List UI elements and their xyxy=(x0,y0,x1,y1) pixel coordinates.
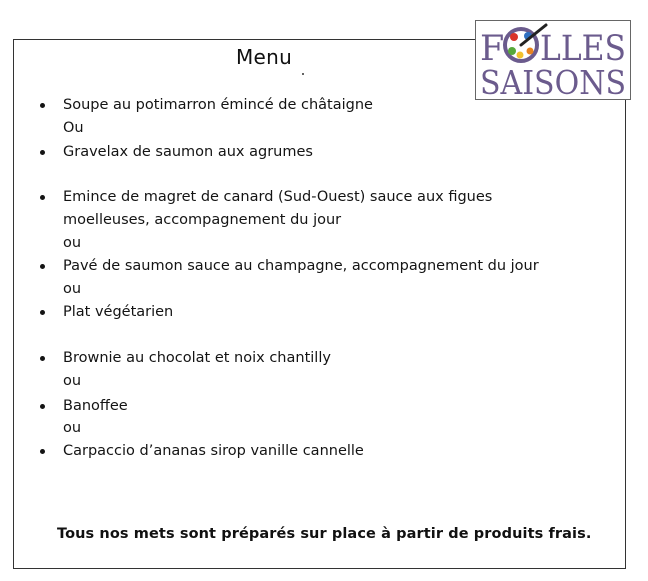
main-separator-1: ou xyxy=(63,235,82,251)
main-item-3: Plat végétarien xyxy=(63,304,174,320)
starter-item-2: Gravelax de saumon aux agrumes xyxy=(63,144,313,160)
bullet xyxy=(40,150,45,155)
menu-title: Menu xyxy=(236,45,293,69)
logo-text-lles: LLES xyxy=(540,29,626,69)
bullet xyxy=(40,195,45,200)
footer-note: Tous nos mets sont préparés sur place à partir de produits frais. xyxy=(57,526,592,542)
dessert-item-3: Carpaccio d’ananas sirop vanille cannelle xyxy=(63,443,364,459)
dessert-separator-1: ou xyxy=(63,373,82,389)
starter-item-1: Soupe au potimarron émincé de châtaigne xyxy=(63,97,373,113)
main-separator-2: ou xyxy=(63,281,82,297)
main-item-1-line-2: moelleuses, accompagnement du jour xyxy=(63,212,342,228)
dessert-separator-2: ou xyxy=(63,420,82,436)
dessert-item-1: Brownie au chocolat et noix chantilly xyxy=(63,350,331,366)
bullet xyxy=(40,356,45,361)
bullet xyxy=(40,404,45,409)
bullet xyxy=(40,449,45,454)
bullet xyxy=(40,264,45,269)
bullet xyxy=(40,310,45,315)
bullet xyxy=(40,103,45,108)
starter-separator: Ou xyxy=(63,120,84,136)
main-item-2: Pavé de saumon sauce au champagne, accompagnement du jour xyxy=(63,258,539,274)
logo-text-f: F xyxy=(480,29,505,69)
logo-line2: SAISONS xyxy=(480,63,626,99)
main-item-1-line-1: Emince de magret de canard (Sud-Ouest) sauce aux figues xyxy=(63,189,493,205)
dessert-item-2: Banoffee xyxy=(63,398,128,414)
